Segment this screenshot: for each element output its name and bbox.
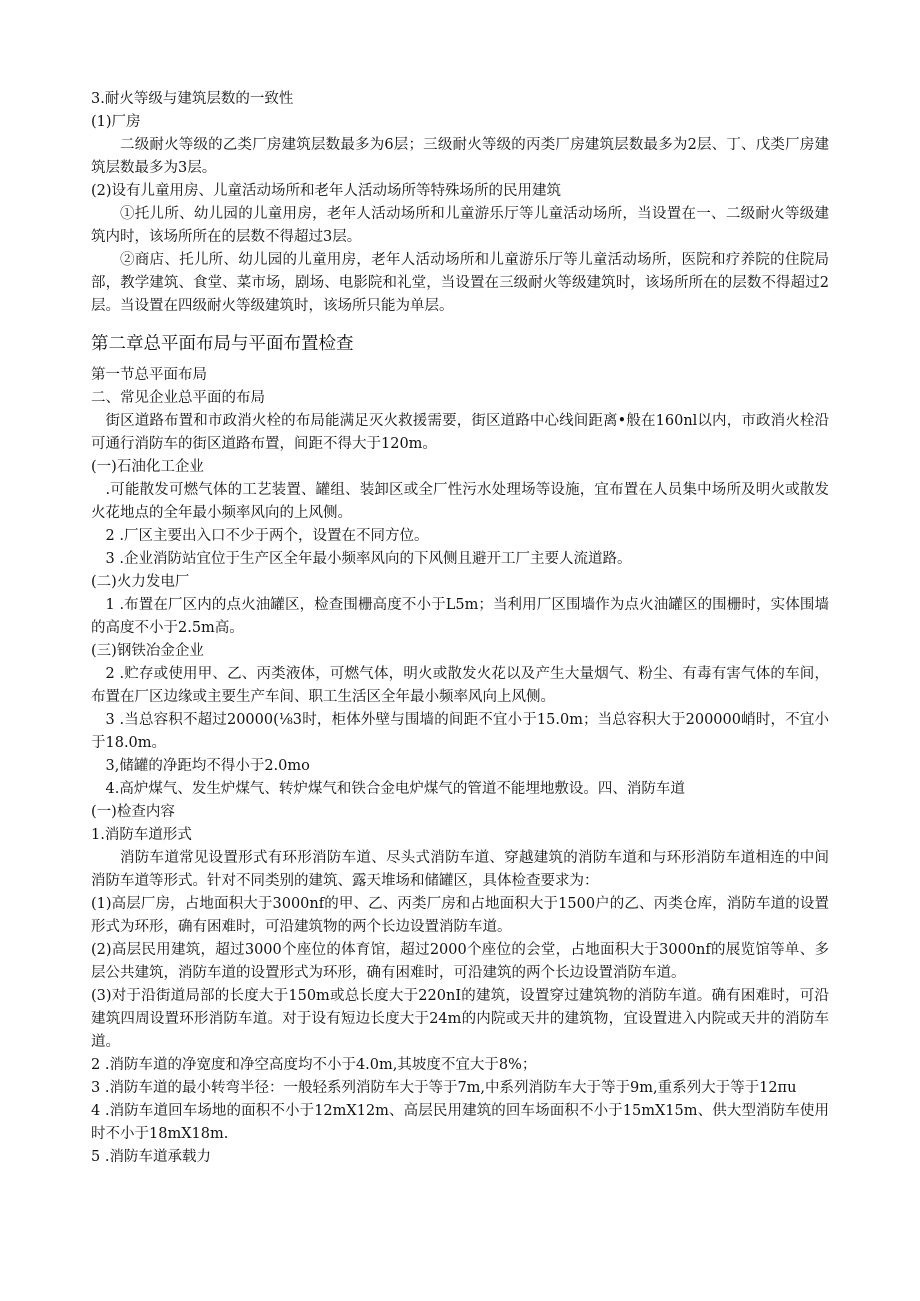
paragraph: (三)钢铁冶金企业 — [91, 643, 204, 659]
paragraph: ①托儿所、幼儿园的儿童用房，老年人活动场所和儿童游乐厅等儿童活动场所，当设置在一、二级耐火等级建筑内时，该场所所在的层数不得超过3层。 — [91, 206, 829, 245]
paragraph: 1.消防车道形式 — [91, 827, 192, 843]
paragraph: 2 .贮存或使用甲、乙、丙类液体，可燃气体，明火或散发火花以及产生大量烟气、粉尘、有毒有害气体的车间，布置在厂区边缘或主要生产车间、职工生活区全年最小频率风向上风侧。 — [91, 666, 829, 705]
paragraph: 3 .当总容积不超过20000(⅛3时，柜体外壁与围墙的间距不宜小于15.0m；当总容积大于200000峭时，不宜小于18.0m。 — [91, 712, 829, 751]
document-page — [91, 88, 829, 1169]
paragraph: 1 .布置在厂区内的点火油罐区，检查围栅高度不小于L5m；当利用厂区围墙作为点火油罐区的围栅时，实体围墙的高度不小于2.5m高。 — [91, 597, 829, 636]
paragraph: 二级耐火等级的乙类厂房建筑层数最多为6层；三级耐火等级的丙类厂房建筑层数最多为2层、丁、戊类厂房建筑层数最多为3层。 — [91, 137, 829, 176]
paragraph: 二、常见企业总平面的布局 — [91, 390, 265, 406]
paragraph: 4 .消防车道回车场地的面积不小于12mX12m、高层民用建筑的回车场面积不小于15mX15m、供大型消防车使用时不小于18mX18m. — [91, 1103, 829, 1142]
chapter-heading: 第二章总平面布局与平面布置检查 — [91, 334, 354, 354]
paragraph: 3,储罐的净距均不得小于2.0mo — [105, 758, 310, 774]
paragraph: 街区道路布置和市政消火栓的布局能满足灭火救援需要，街区道路中心线间距离•般在160nl以内，市政消火栓沿可通行消防车的街区道路布置，间距不得大于120m。 — [91, 413, 829, 452]
paragraph: 消防车道常见设置形式有环形消防车道、尽头式消防车道、穿越建筑的消防车道和与环形消防车道相连的中间消防车道等形式。针对不同类别的建筑、露天堆场和储罐区，具体检查要求为： — [91, 850, 829, 889]
paragraph: 3 .消防车道的最小转弯半径：一般轻系列消防车大于等于7m,中系列消防车大于等于9m,重系列大于等于12πu — [91, 1080, 797, 1096]
paragraph: (2)高层民用建筑，超过3000个座位的体育馆，超过2000个座位的会堂，占地面积大于3000nf的展览馆等单、多层公共建筑，消防车道的设置形式为环形，确有困难时，可沿建筑的两个长边设置消防车道。 — [91, 942, 829, 981]
paragraph: (1)高层厂房，占地面积大于3000nf的甲、乙、丙类厂房和占地面积大于1500户的乙、丙类仓库，消防车道的设置形式为环形，确有困难时，可沿建筑物的两个长边设置消防车道。 — [91, 896, 829, 935]
section-heading: 第一节总平面布局 — [91, 367, 207, 383]
paragraph: 2 .消防车道的净宽度和净空高度均不小于4.0m,其坡度不宜大于8%； — [91, 1057, 537, 1073]
paragraph: 3.耐火等级与建筑层数的一致性 — [91, 91, 294, 107]
paragraph: (3)对于沿街道局部的长度大于150m或总长度大于220nI的建筑，设置穿过建筑物的消防车道。确有困难时，可沿建筑四周设置环形消防车道。对于设有短边长度大于24m的内院或天井的建筑物，宜设置进入内院或天井的消防车道。 — [91, 988, 829, 1050]
paragraph: 2 .厂区主要出入口不少于两个，设置在不同方位。 — [105, 528, 429, 544]
paragraph: 4.高炉煤气、发生炉煤气、转炉煤气和铁合金电炉煤气的管道不能埋地敷设。四、消防车道 — [105, 781, 685, 797]
paragraph: (一)检查内容 — [91, 804, 175, 820]
paragraph: 3 .企业消防站宜位于生产区全年最小频率风向的下风侧且避开工厂主要人流道路。 — [105, 551, 632, 567]
paragraph: (1)厂房 — [91, 114, 141, 130]
paragraph: ②商店、托儿所、幼儿园的儿童用房，老年人活动场所和儿童游乐厅等儿童活动场所，医院和疗养院的住院局部，教学建筑、食堂、菜市场，剧场、电影院和礼堂，当设置在三级耐火等级建筑时，该场所所在的层数不得超过2层。当设置在四级耐火等级建筑时，该场所只能为单层。 — [91, 252, 829, 314]
paragraph: (二)火力发电厂 — [91, 574, 190, 590]
paragraph: (2)设有儿童用房、儿童活动场所和老年人活动场所等特殊场所的民用建筑 — [91, 183, 562, 199]
paragraph: .可能散发可燃气体的工艺装置、罐组、装卸区或全厂性污水处理场等设施，宜布置在人员集中场所及明火或散发火花地点的全年最小频率风向的上风侧。 — [91, 482, 829, 521]
paragraph: (一)石油化工企业 — [91, 459, 204, 475]
paragraph: 5 .消防车道承载力 — [91, 1149, 211, 1165]
